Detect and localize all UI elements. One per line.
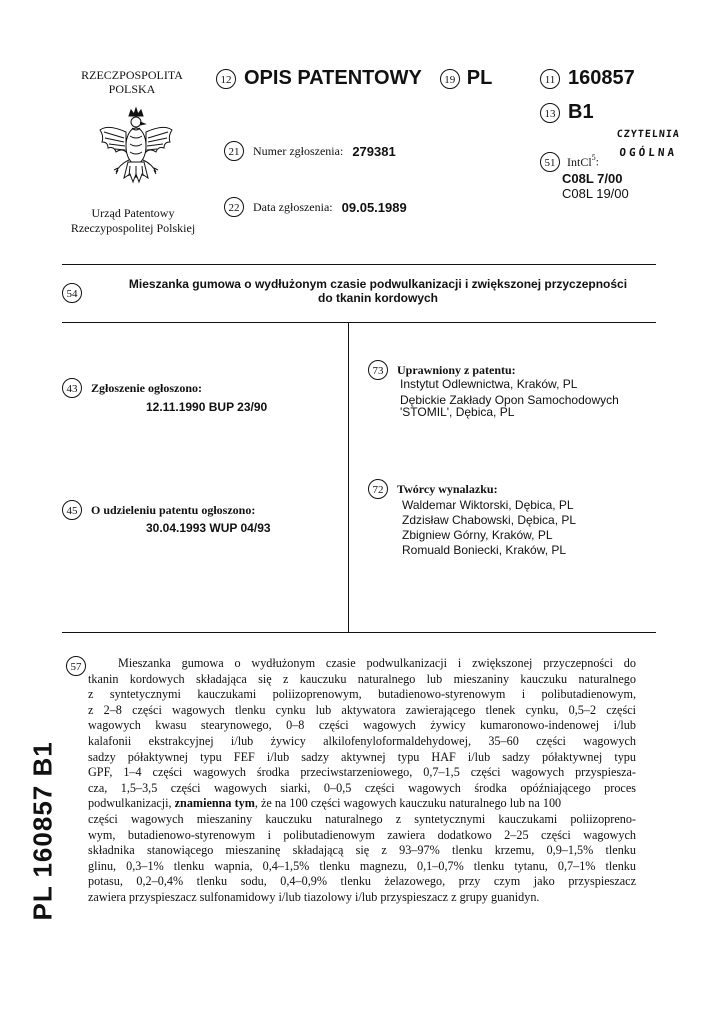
application-date-row: [224, 197, 407, 217]
inventors-row: [368, 479, 498, 499]
rule-3: [62, 632, 656, 633]
eagle-emblem: [96, 106, 176, 192]
stamp-line-2: OGÓLNA: [618, 146, 678, 159]
inventor-1: Waldemar Wiktorski, Dębica, PL: [402, 498, 574, 512]
abstract-line-3: z syntetycznymi kauczukami poliizoprenowym, butadienowo-styrenowym i polibutadienowym,: [88, 687, 636, 702]
ipc-row: [540, 152, 599, 172]
title-code: [62, 283, 82, 303]
ipc-class-2: C08L 19/00: [562, 186, 629, 201]
code-22: 22: [224, 197, 244, 217]
app-no-value: 279381: [352, 143, 396, 159]
code-57: 57: [66, 656, 86, 676]
ipc-sup: 5: [591, 152, 596, 162]
code-13: 13: [540, 103, 560, 123]
title-line-2: do tkanin kordowych: [317, 291, 438, 305]
application-number-row: [224, 141, 396, 161]
doc-type: OPIS PATENTOWY: [244, 67, 422, 89]
abstract-line-15: potasu, 0,2–0,4% tlenku sodu, 0,4–0,9% tlenku żelazowego, przy czym jako przyspieszacz: [88, 874, 636, 889]
inventor-4: Romuald Boniecki, Kraków, PL: [402, 543, 567, 557]
abstract-line-1: Mieszanka gumowa o wydłużonym czasie podwulkanizacji i zwiększonej przyczepności do: [118, 656, 636, 670]
holder-label: Uprawniony z patentu:: [397, 362, 516, 377]
code-45: 45: [62, 500, 82, 520]
holder-line-3: 'STOMIL', Dębica, PL: [400, 405, 515, 419]
publication-value: 12.11.1990 BUP 23/90: [146, 400, 268, 414]
code-51: 51: [540, 152, 560, 172]
claim-phrase: znamienna tym: [174, 796, 255, 811]
publication-row: [62, 378, 202, 398]
doc-type-row: [216, 67, 492, 91]
code-72: 72: [368, 479, 388, 499]
ipc-class-1: C08L 7/00: [562, 171, 623, 186]
abstract-line-10a: podwulkanizacji,: [88, 796, 175, 811]
rule-2: [62, 322, 656, 323]
grant-value: 30.04.1993 WUP 04/93: [146, 521, 271, 535]
office-line-2: Rzeczypospolitej Polskiej: [70, 221, 196, 235]
title-line-1: Mieszanka gumowa o wydłużonym czasie podwulkanizacji i zwiększonej przyczepności: [128, 277, 628, 291]
app-no-label: Numer zgłoszenia:: [253, 143, 344, 158]
code-12: 12: [216, 69, 236, 89]
ipc-label: IntCl: [567, 154, 592, 169]
abstract-line-8: GPF, 1–4 części wagowych środka przeciwstarzeniowego, 0,7–1,5 części wagowych przyspiesza-: [88, 765, 636, 780]
inventors-label: Twórcy wynalazku:: [397, 481, 498, 496]
grant-label: O udzieleniu patentu ogłoszono:: [91, 502, 256, 517]
patent-number-row: [540, 67, 635, 90]
holder-line-2: Dębickie Zakłady Opon Samochodowych: [400, 393, 619, 407]
abstract-line-4: z 2–8 części wagowych tlenku cynku lub aktywatora zawierającego tlenek cynku, 0,5–2 części: [88, 702, 636, 717]
holder-list: [400, 378, 619, 418]
abstract-line-13: składnika stanowiącego mieszaninę składającą się z 93–97% tlenku krzemu, 0,9–1,5% tlenku: [88, 843, 636, 858]
abstract-line-9: cza, 1,5–3,5 części wagowych siarki, 0–0,5 części wagowych środka opóźniającego proces: [88, 780, 636, 795]
kind-code: B1: [568, 101, 594, 123]
ipc-colon: :: [595, 154, 600, 169]
country-code: PL: [466, 67, 493, 89]
abstract-text: [88, 656, 636, 906]
grant-row: [62, 500, 255, 520]
country-line-1: RZECZPOSPOLITA: [81, 68, 183, 82]
abstract-line-11: części wagowych mieszaniny kauczuku naturalnego z syntetycznymi kauczukami poliizopreno-: [88, 811, 636, 826]
kind-code-row: [540, 101, 594, 124]
app-date-value: 09.05.1989: [341, 199, 407, 215]
abstract-line-10: [88, 796, 636, 812]
code-19: 19: [440, 69, 460, 89]
side-patent-label: PL 160857 B1: [27, 741, 58, 921]
inventors-list: [402, 498, 576, 558]
inventor-3: Zbigniew Górny, Kraków, PL: [402, 528, 553, 542]
library-stamp: [615, 126, 688, 162]
abstract-line-10b: , że na 100 części wagowych kauczuku naturalnego lub na 100: [254, 796, 562, 811]
office-line-1: Urząd Patentowy: [91, 206, 175, 220]
inventor-2: Zdzisław Chabowski, Dębica, PL: [402, 513, 577, 527]
column-divider: [348, 322, 349, 632]
abstract-line-7: sadzy półaktywnej typu FEF i/lub sadzy aktywnej typu HAF i/lub sadzy półaktywnej typu: [88, 749, 636, 764]
publication-label: Zgłoszenie ogłoszono:: [91, 380, 202, 395]
patent-office-name: [58, 206, 208, 236]
code-54: 54: [62, 283, 82, 303]
abstract-line-5: wagowych kwasu stearynowego, 0–8 części wagowych żywicy kumaronowo-indenowej i/lub: [88, 718, 636, 733]
rule-1: [62, 264, 656, 265]
holder-line-1: Instytut Odlewnictwa, Kraków, PL: [400, 377, 578, 391]
abstract-line-14: glinu, 0,3–1% tlenku wapnia, 0,4–1,5% tlenku magnezu, 0,1–0,7% tlenku tytanu, 0,7–1% tlenku: [88, 858, 636, 873]
abstract-line-12: wym, butadienowo-styrenowym i polibutadienowym zawiera dodatkowo 2–25 części wagowych: [88, 827, 636, 842]
app-date-label: Data zgłoszenia:: [253, 199, 333, 214]
abstract-line-6: kalafonii ekstrakcyjnej i/lub żywicy alkilofenyloformaldehydowej, 35–60 części wagowych: [88, 733, 636, 748]
abstract-line-16: zawiera przyspieszacz sulfonamidowy i/lub tiazolowy i/lub przyspieszacz z grupy guanidyn.: [88, 889, 540, 904]
country-name: [62, 68, 202, 96]
code-43: 43: [62, 378, 82, 398]
abstract-code: [66, 656, 86, 676]
code-73: 73: [368, 360, 388, 380]
patent-number: 160857: [568, 67, 635, 89]
stamp-line-1: CZYTELNIA: [616, 129, 681, 140]
country-line-2: POLSKA: [108, 82, 156, 96]
abstract-line-2: tkanin kordowych składająca się z kauczuku naturalnego lub mieszaniny kauczuku naturalnego: [88, 671, 636, 686]
code-11: 11: [540, 69, 560, 89]
code-21: 21: [224, 141, 244, 161]
patent-title: [100, 277, 656, 305]
